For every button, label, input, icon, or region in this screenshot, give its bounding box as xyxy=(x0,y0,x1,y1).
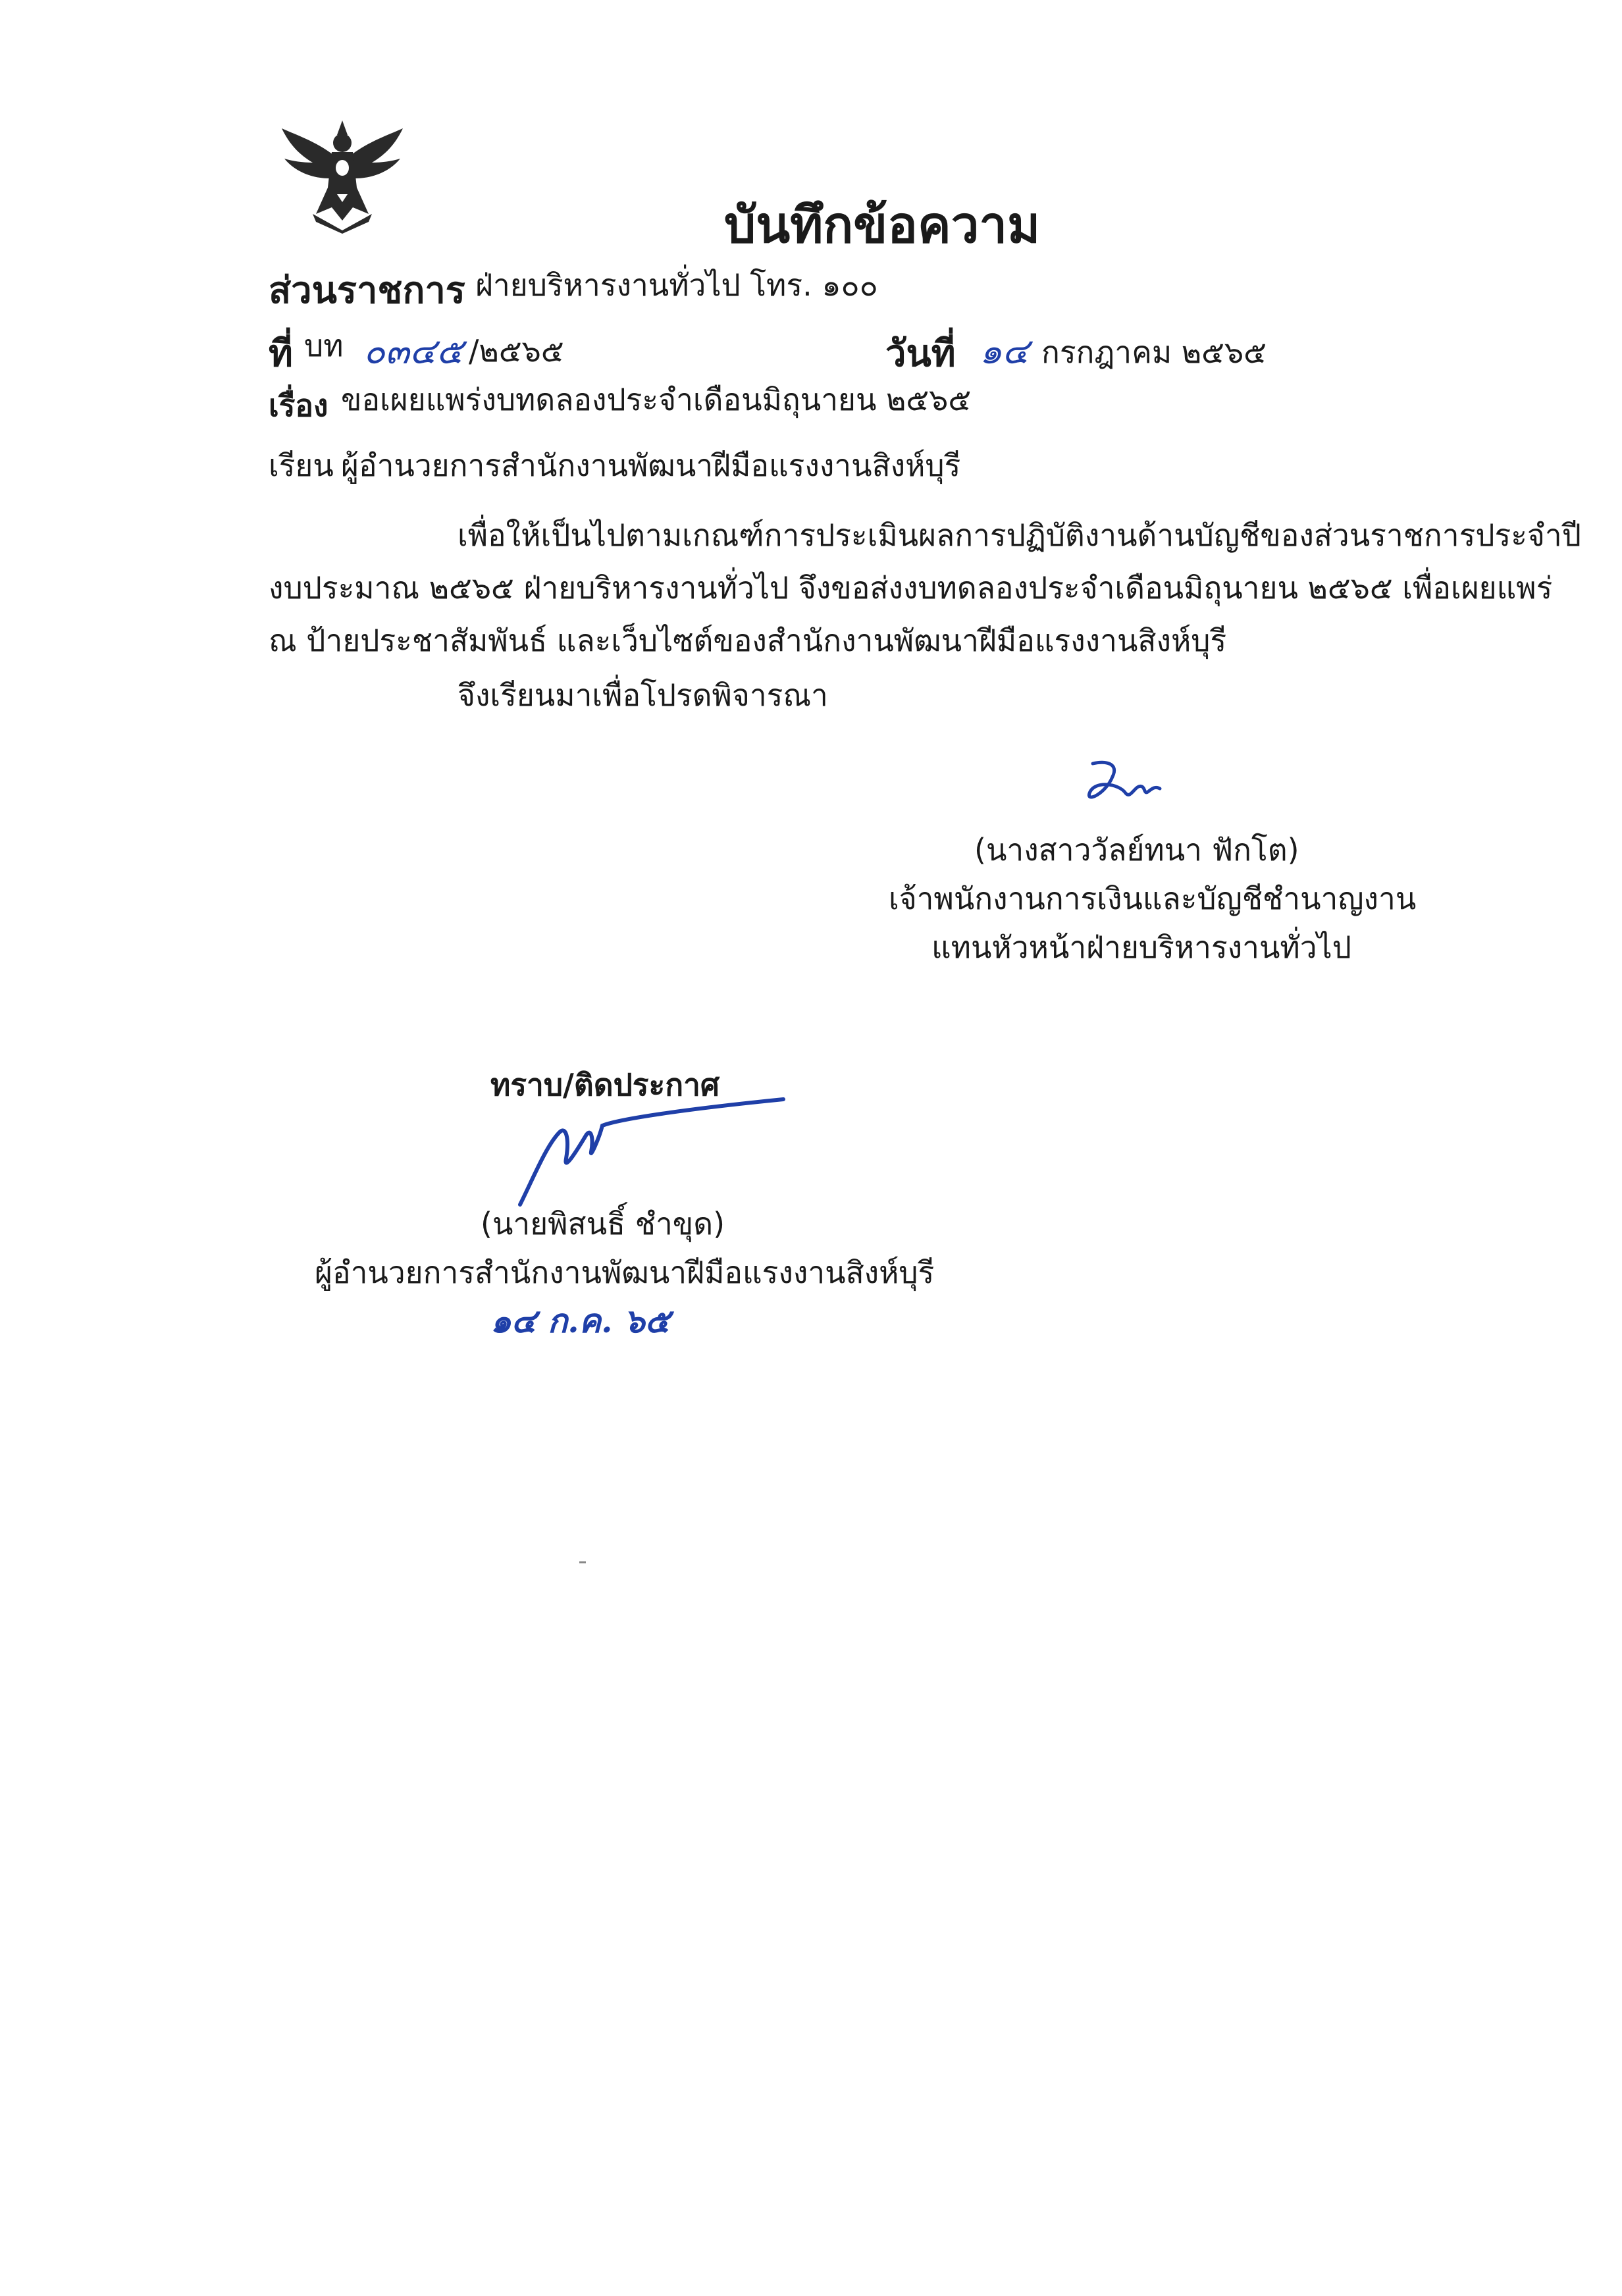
body-line-3: ณ ป้ายประชาสัมพันธ์ และเว็บไซต์ของสำนักงานพัฒนาฝีมือแรงงานสิงห์บุรี xyxy=(269,623,1227,658)
date-month-year: กรกฎาคม ๒๕๖๕ xyxy=(1041,334,1267,370)
signer-name: (นางสาววัลย์ทนา ฟักโต) xyxy=(974,832,1299,868)
date-label: วันที่ xyxy=(885,332,956,375)
date-day-handwritten: ๑๔ xyxy=(980,330,1030,372)
acknowledger-name: (นายพิสนธิ์ ชำขุด) xyxy=(481,1206,725,1241)
reference-label: ที่ xyxy=(269,332,293,375)
subject-label: เรื่อง xyxy=(269,388,328,423)
signer-acting-role: แทนหัวหน้าฝ่ายบริหารงานทั่วไป xyxy=(931,929,1351,965)
reference-prefix: บท xyxy=(304,328,344,363)
department-value: ฝ่ายบริหารงานทั่วไป โทร. ๑๐๐ xyxy=(475,267,878,303)
memo-title: บันทึกข้อความ xyxy=(724,196,1041,254)
acknowledgement-date-handwritten: ๑๔ ก.ค. ๖๕ xyxy=(490,1301,670,1340)
body-line-1: เพื่อให้เป็นไปตามเกณฑ์การประเมินผลการปฏิบัติงานด้านบัญชีของส่วนราชการประจำปี xyxy=(458,517,1581,553)
reference-year: /๒๕๖๕ xyxy=(469,333,564,369)
acknowledgement-label: ทราบ/ติดประกาศ xyxy=(490,1067,720,1103)
acknowledger-position: ผู้อำนวยการสำนักงานพัฒนาฝีมือแรงงานสิงห์บุรี xyxy=(315,1255,935,1290)
garuda-emblem-icon xyxy=(276,115,408,234)
recipient-label: เรียน xyxy=(269,448,334,483)
closing-line: จึงเรียนมาเพื่อโปรดพิจารณา xyxy=(458,677,828,713)
signature-icon xyxy=(513,1080,790,1211)
subject-value: ขอเผยแพร่งบทดลองประจำเดือนมิถุนายน ๒๕๖๕ xyxy=(341,382,972,417)
signer-position: เจ้าพนักงานการเงินและบัญชีชำนาญงาน xyxy=(889,881,1417,916)
reference-number-handwritten: ๐๓๔๕ xyxy=(363,330,463,372)
department-label: ส่วนราชการ xyxy=(269,269,465,312)
scan-speck xyxy=(579,1561,586,1563)
body-line-2: งบประมาณ ๒๕๖๕ ฝ่ายบริหารงานทั่วไป จึงขอส่งงบทดลองประจำเดือนมิถุนายน ๒๕๖๕ เพื่อเผยแพร่ xyxy=(269,570,1553,606)
recipient-value: ผู้อำนวยการสำนักงานพัฒนาฝีมือแรงงานสิงห์บุรี xyxy=(341,448,961,483)
signature-icon xyxy=(1080,757,1165,816)
